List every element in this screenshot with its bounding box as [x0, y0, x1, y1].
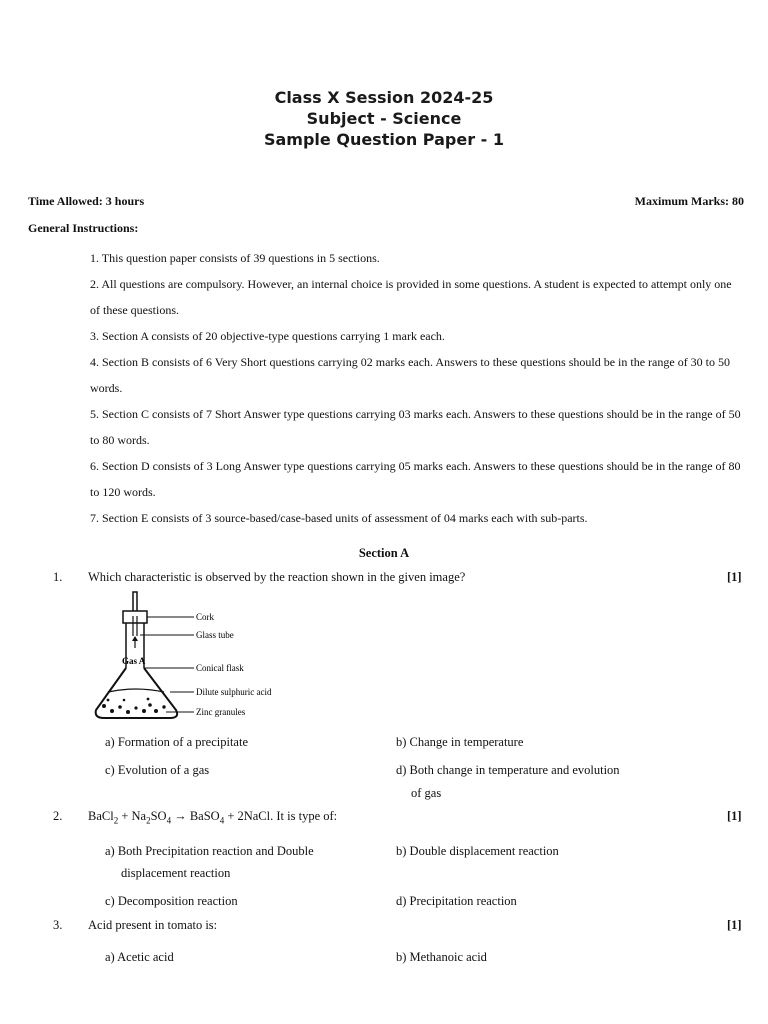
option-d-continued: of gas	[411, 786, 442, 800]
zinc-granules-shape	[102, 698, 166, 714]
question-marks: [1]	[727, 918, 742, 932]
instructions-list	[90, 245, 742, 531]
option-a-continued: displacement reaction	[121, 866, 231, 880]
question-number: 1.	[53, 570, 63, 584]
figure-label-dilute-acid: Dilute sulphuric acid	[196, 687, 272, 697]
instruction-item: 6. Section D consists of 3 Long Answer type questions carrying 05 marks each. Answers to these questions should be in the range of 80 to 120 words.	[90, 459, 741, 499]
option-a: a) Acetic acid	[105, 950, 174, 964]
acid-level-shape	[108, 689, 164, 692]
figure-label-glass-tube: Glass tube	[196, 630, 234, 640]
paper-class-session: Class X Session 2024-25	[274, 88, 494, 107]
option-b: b) Change in temperature	[396, 735, 524, 749]
instruction-item: 4. Section B consists of 6 Very Short questions carrying 02 marks each. Answers to these questions should be in the range of 30 to 50 words.	[90, 355, 731, 395]
instruction-item: 5. Section C consists of 7 Short Answer type questions carrying 03 marks each. Answers to these questions should be in the range of 50 to 80 words.	[90, 407, 741, 447]
question-number: 3.	[53, 918, 63, 932]
option-a: a) Both Precipitation reaction and Double	[105, 844, 314, 858]
maximum-marks: Maximum Marks: 80	[634, 194, 744, 208]
option-b: b) Double displacement reaction	[396, 844, 559, 858]
option-a: a) Formation of a precipitate	[105, 735, 248, 749]
instruction-item: 7. Section E consists of 3 source-based/case-based units of assessment of 04 marks each with sub-parts.	[90, 511, 588, 525]
question-marks: [1]	[727, 809, 742, 823]
section-a-title: Section A	[358, 546, 410, 560]
question-number: 2.	[53, 809, 63, 823]
option-b: b) Methanoic acid	[396, 950, 487, 964]
conical-flask-shape	[96, 668, 177, 718]
question-text: Acid present in tomato is:	[88, 918, 218, 932]
paper-title: Sample Question Paper - 1	[263, 130, 504, 149]
figure-label-gas-a: Gas A	[122, 656, 146, 666]
option-c: c) Evolution of a gas	[105, 763, 210, 777]
option-d: d) Precipitation reaction	[396, 894, 517, 908]
question-equation: BaCl$_2$ + $Na_2SO_4$ → BaSO$_4$ + 2NaCl. It is type of:	[88, 809, 338, 826]
instruction-item: 1. This question paper consists of 39 questions in 5 sections.	[90, 251, 380, 265]
general-instructions-heading: General Instructions:	[28, 221, 139, 235]
paper-subject: Subject - Science	[306, 109, 462, 128]
cork-shape	[123, 611, 147, 623]
option-c: c) Decomposition reaction	[105, 894, 238, 908]
question-text: Which characteristic is observed by the reaction shown in the given image?	[88, 570, 466, 584]
flask-apparatus-figure	[90, 590, 330, 725]
time-allowed: Time Allowed: 3 hours	[28, 194, 145, 208]
option-d: d) Both change in temperature and evolution	[396, 763, 620, 777]
question-marks: [1]	[727, 570, 742, 584]
figure-label-conical-flask: Conical flask	[196, 663, 244, 673]
instruction-item: 3. Section A consists of 20 objective-type questions carrying 1 mark each.	[90, 329, 445, 343]
instruction-item: 2. All questions are compulsory. However, an internal choice is provided in some questions. A student is expected to attempt only one of these questions.	[90, 277, 732, 317]
figure-label-zinc: Zinc granules	[196, 707, 246, 717]
figure-label-cork: Cork	[196, 612, 214, 622]
